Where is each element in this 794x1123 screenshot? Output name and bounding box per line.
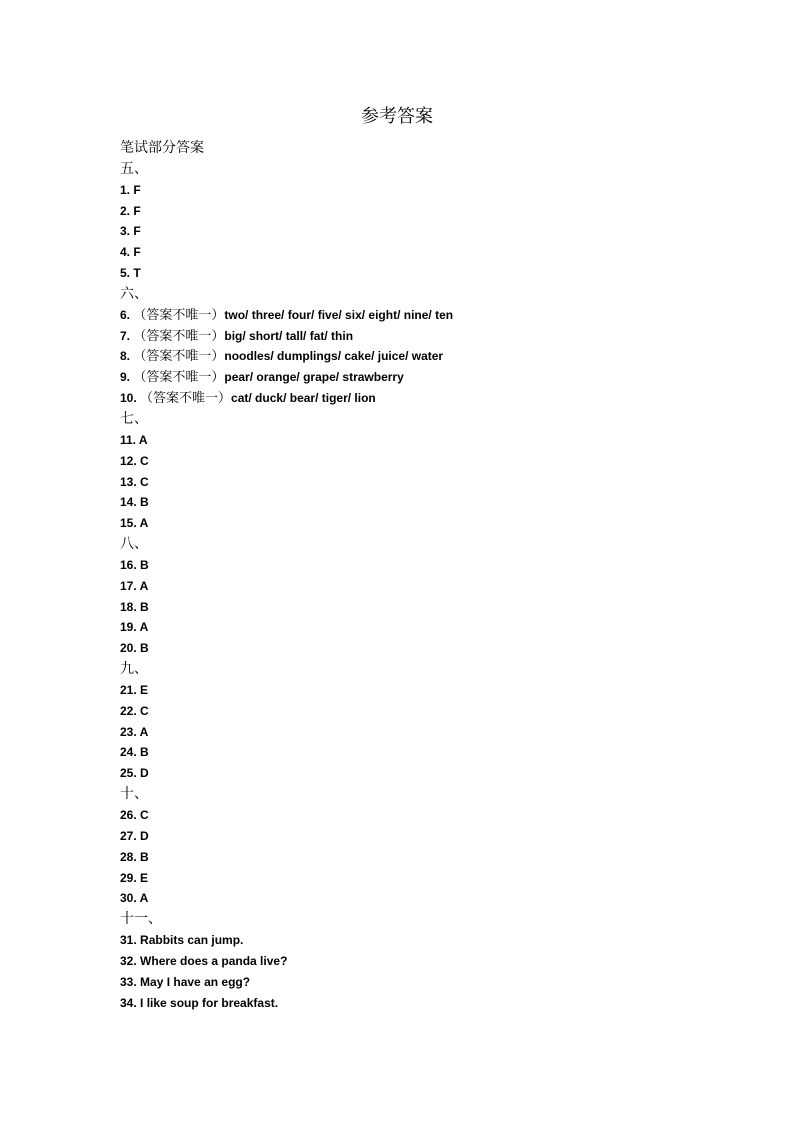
answer-line [120, 221, 453, 242]
answer-line [120, 701, 453, 722]
question-number: 24. [120, 745, 137, 760]
section-heading: 五、 [120, 160, 148, 177]
answer-text: D [140, 766, 149, 781]
answer-text: C [140, 453, 149, 468]
answer-line [120, 888, 453, 909]
answer-text: A [139, 891, 149, 906]
section-heading: 六、 [120, 285, 148, 302]
question-number: 26. [120, 808, 137, 822]
answer-text: C [140, 703, 149, 718]
answer-line [120, 868, 453, 889]
question-number: 30. [120, 891, 137, 906]
answer-text: C [140, 808, 149, 822]
answer-line [120, 972, 453, 993]
question-number: 33. [120, 974, 137, 989]
answer-text: noodles/ dumplings/ cake/ juice/ water [224, 349, 444, 364]
answer-line [120, 326, 453, 347]
question-number: 20. [120, 641, 137, 656]
answer-text: B [140, 641, 149, 656]
answer-line [120, 201, 453, 222]
answer-line [120, 263, 453, 284]
answer-line [120, 930, 453, 951]
answer-line [120, 993, 453, 1014]
answer-line [120, 722, 453, 743]
answer-line [120, 180, 453, 201]
answer-line [120, 305, 453, 326]
answer-text: B [140, 745, 149, 760]
answer-line [120, 638, 453, 659]
question-number: 9. [120, 370, 131, 385]
answer-line [120, 367, 453, 388]
answer-text: A [138, 432, 148, 447]
answer-text: A [139, 620, 149, 635]
answer-line [120, 346, 453, 367]
question-number: 17. [120, 578, 137, 593]
answer-text: T [133, 266, 141, 281]
answer-text: F [133, 203, 141, 218]
question-number: 23. [120, 724, 137, 739]
answer-note: （答案不唯一） [133, 370, 225, 386]
question-number: 32. [120, 953, 137, 968]
answer-text: F [133, 182, 141, 197]
answer-line [120, 763, 453, 784]
answer-text: E [140, 870, 149, 885]
question-number: 11. [120, 432, 137, 447]
answer-text: I like soup for breakfast. [140, 995, 279, 1010]
question-number: 3. [120, 224, 131, 239]
answer-line [120, 492, 453, 513]
question-number: 25. [120, 766, 137, 781]
question-number: 29. [120, 870, 137, 885]
question-number: 14. [120, 495, 137, 510]
answer-line [120, 826, 453, 847]
answer-text: big/ short/ tall/ fat/ thin [224, 328, 354, 343]
answer-text: B [140, 849, 149, 864]
question-number: 10. [120, 391, 137, 406]
question-number: 22. [120, 703, 137, 718]
question-number: 19. [120, 620, 137, 635]
answer-text: pear/ orange/ grape/ strawberry [224, 370, 404, 385]
question-number: 15. [120, 516, 137, 531]
page-title: 参考答案 [361, 106, 433, 127]
answer-note: （答案不唯一） [133, 328, 225, 344]
answer-text: Where does a panda live? [140, 953, 288, 968]
answer-line [120, 451, 453, 472]
answer-text: A [139, 516, 149, 531]
answer-text: A [139, 578, 149, 593]
answer-text: Rabbits can jump. [140, 933, 244, 948]
answer-line [120, 242, 453, 263]
answer-text: F [133, 224, 141, 239]
section-heading: 十一、 [120, 911, 162, 928]
answer-text: B [140, 599, 149, 614]
section-heading: 八、 [120, 536, 148, 553]
answer-note: （答案不唯一） [133, 307, 225, 323]
answer-line [120, 576, 453, 597]
answer-text: cat/ duck/ bear/ tiger/ lion [231, 391, 376, 406]
answer-text: May I have an egg? [140, 974, 251, 989]
answer-text: A [139, 724, 149, 739]
question-number: 8. [120, 349, 131, 364]
answer-note: （答案不唯一） [133, 349, 225, 365]
answer-text: B [140, 495, 149, 510]
question-number: 16. [120, 557, 137, 572]
answer-line [120, 617, 453, 638]
answer-line [120, 430, 453, 451]
answer-line [120, 597, 453, 618]
question-number: 12. [120, 453, 137, 468]
answer-line [120, 472, 453, 493]
question-number: 34. [120, 995, 137, 1010]
answer-note: （答案不唯一） [140, 391, 232, 407]
answer-line [120, 805, 453, 826]
answer-line [120, 847, 453, 868]
answer-text: B [140, 557, 149, 572]
question-number: 7. [120, 328, 131, 343]
question-number: 31. [120, 933, 137, 948]
answer-text: C [140, 474, 149, 489]
question-number: 1. [120, 182, 131, 197]
answer-text: F [133, 245, 141, 260]
question-number: 6. [120, 307, 131, 322]
section-heading: 七、 [120, 410, 148, 427]
answer-text: E [140, 682, 149, 697]
answer-list [120, 138, 453, 1013]
section-subtitle: 笔试部分答案 [120, 140, 204, 156]
answer-line [120, 388, 453, 409]
question-number: 18. [120, 599, 137, 614]
question-number: 13. [120, 474, 137, 489]
question-number: 27. [120, 828, 137, 843]
answer-text: two/ three/ four/ five/ six/ eight/ nine/ ten [224, 307, 454, 322]
question-number: 5. [120, 266, 131, 281]
answer-line [120, 680, 453, 701]
answer-line [120, 951, 453, 972]
question-number: 2. [120, 203, 131, 218]
question-number: 21. [120, 682, 137, 697]
answer-line [120, 513, 453, 534]
section-heading: 九、 [120, 661, 148, 678]
answer-line [120, 555, 453, 576]
answer-line [120, 742, 453, 763]
question-number: 4. [120, 245, 131, 260]
question-number: 28. [120, 849, 137, 864]
section-heading: 十、 [120, 786, 148, 803]
answer-text: D [140, 828, 149, 843]
